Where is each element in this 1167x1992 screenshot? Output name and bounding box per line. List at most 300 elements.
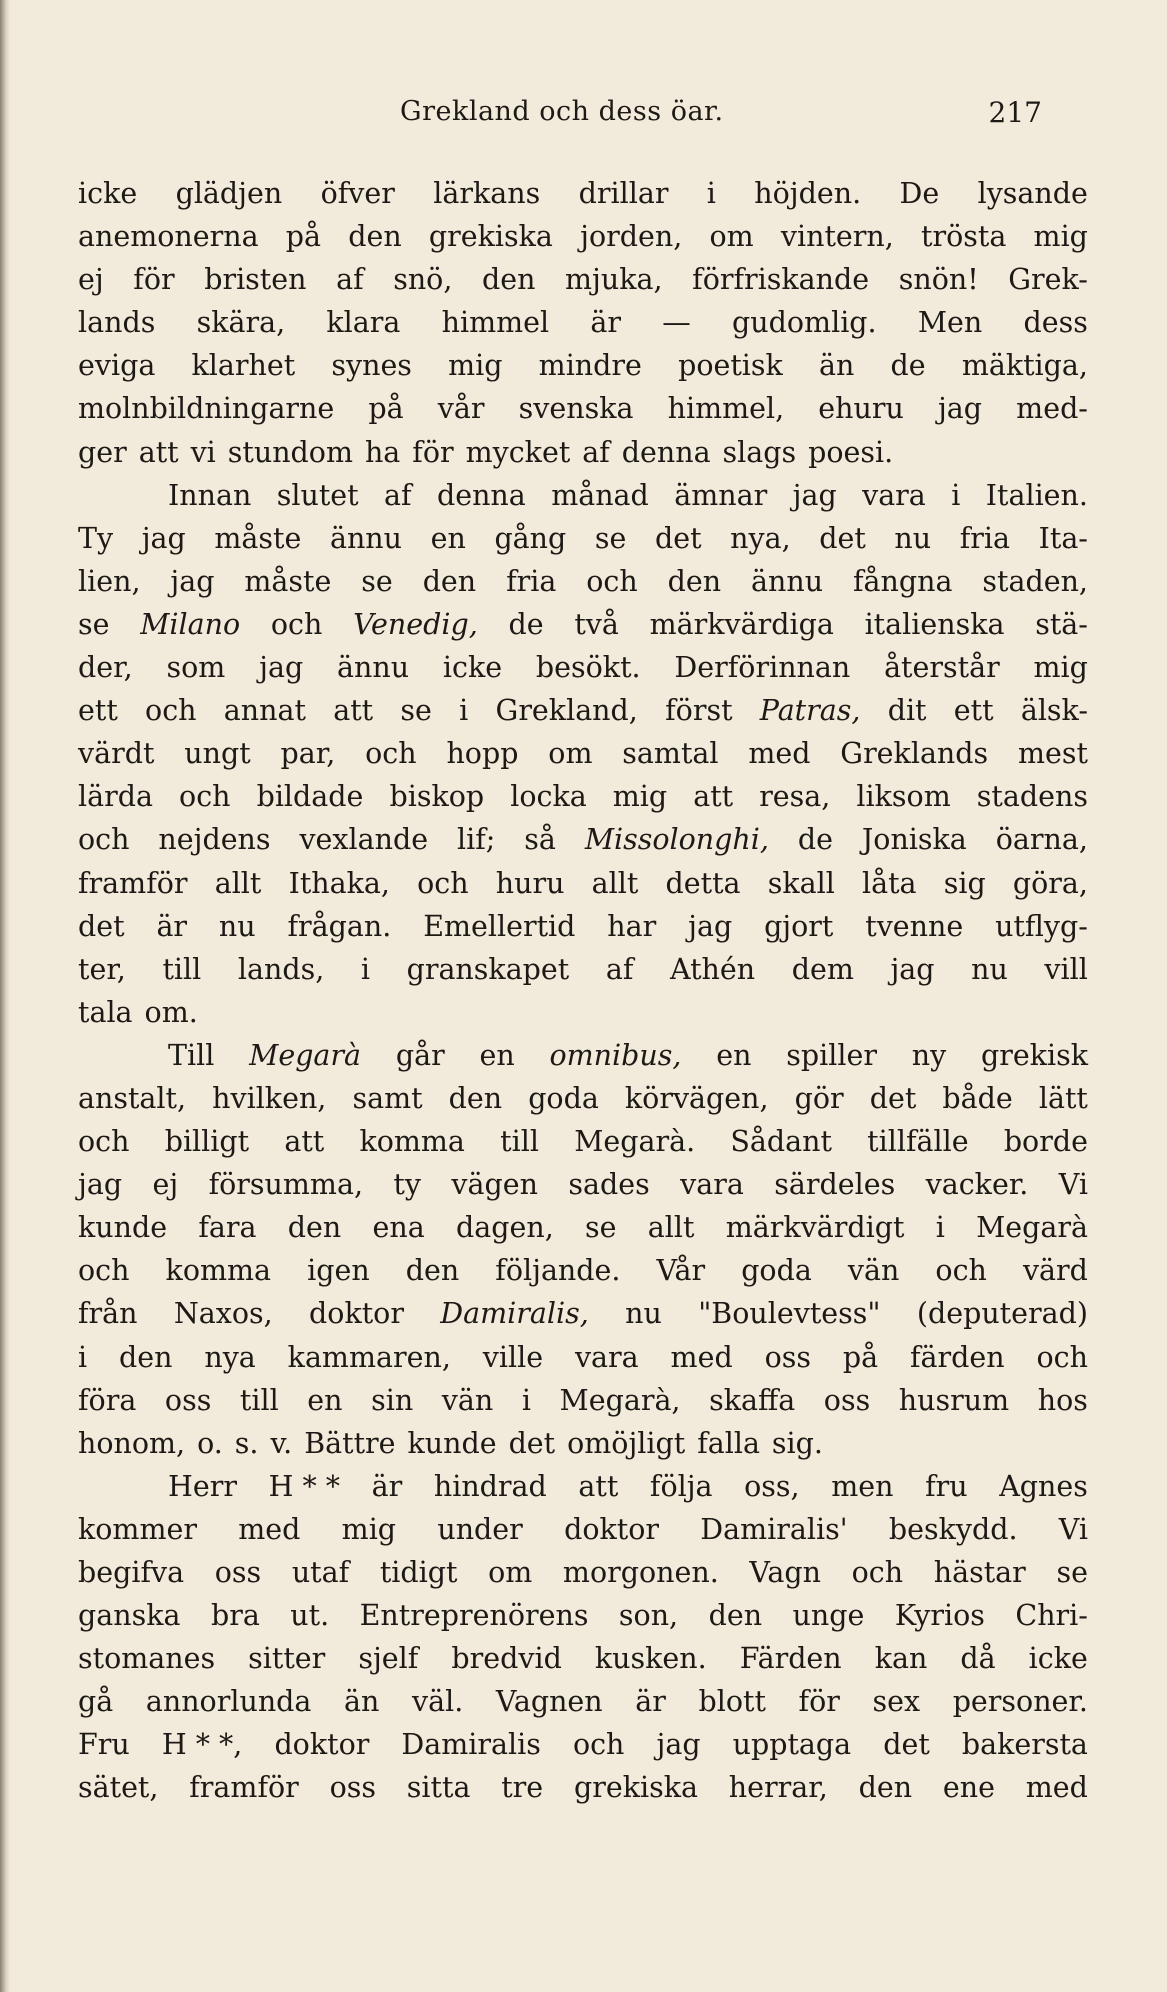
word: den <box>708 1599 763 1633</box>
word: och <box>78 823 130 857</box>
text-line <box>78 1292 1088 1335</box>
word: oss <box>329 1771 376 1805</box>
body-text <box>78 172 1088 1810</box>
word: skaffa <box>709 1383 796 1417</box>
text-line <box>78 1120 1088 1163</box>
page-number: 217 <box>988 96 1042 129</box>
word: mig <box>448 349 503 383</box>
word: för <box>133 263 175 297</box>
word: liksom <box>856 780 951 814</box>
word: lien, <box>78 564 141 598</box>
word: icke <box>1028 1642 1088 1676</box>
word: unge <box>792 1599 865 1633</box>
word: den <box>422 564 477 598</box>
word: och <box>179 780 231 814</box>
word: grekisk <box>980 1038 1088 1072</box>
word: Megarà. <box>574 1125 696 1159</box>
word: se <box>361 564 393 598</box>
word: ville <box>482 1340 544 1374</box>
word: annat <box>223 694 306 728</box>
word: staden, <box>982 564 1088 598</box>
word: att <box>138 435 179 469</box>
word: Emellertid <box>423 909 576 943</box>
word: Vår <box>656 1254 706 1288</box>
word: biskop <box>389 780 485 814</box>
word: honom, <box>78 1426 186 1460</box>
word: Vagnen <box>495 1685 603 1719</box>
word: de <box>508 607 544 641</box>
word: i <box>951 478 961 512</box>
word: allt <box>214 866 262 900</box>
word: ett <box>953 694 994 728</box>
word: af <box>582 435 610 469</box>
word: mig <box>612 780 668 814</box>
word: nya <box>204 1340 256 1374</box>
text-line <box>78 387 1088 430</box>
word: upptaga <box>732 1728 852 1762</box>
word: mycket <box>465 435 571 469</box>
word: kommer <box>78 1512 197 1546</box>
word: att <box>693 780 734 814</box>
word: sig. <box>771 1426 823 1460</box>
text-line <box>78 1379 1088 1422</box>
word: locka <box>510 780 587 814</box>
word: och <box>78 1125 130 1159</box>
word: nu <box>971 952 1008 986</box>
word: Megarà, <box>559 1383 681 1417</box>
word: värd <box>1022 1254 1088 1288</box>
word: förfriskande <box>692 263 870 297</box>
word: ett <box>78 694 118 728</box>
word: gör <box>794 1081 844 1115</box>
word: oss <box>823 1383 871 1417</box>
text-line <box>78 560 1088 603</box>
text-line <box>78 775 1088 818</box>
text-line <box>78 948 1088 991</box>
word: som <box>166 651 226 685</box>
word: Milano <box>140 607 241 641</box>
word: oss, <box>744 1469 800 1503</box>
word: mäktiga, <box>961 349 1088 383</box>
word: Vi <box>1058 1512 1088 1546</box>
word: med <box>1025 1771 1088 1805</box>
word: omöjligt <box>567 1426 686 1460</box>
word: bra <box>210 1599 260 1633</box>
word: låta <box>862 866 917 900</box>
word: jag <box>656 1728 701 1762</box>
word: med <box>670 1340 733 1374</box>
word: bakersta <box>961 1728 1088 1762</box>
word: dem <box>791 952 854 986</box>
word: fångna <box>852 564 953 598</box>
word: dess <box>1023 306 1088 340</box>
word: blott <box>698 1685 766 1719</box>
word: den <box>858 1771 913 1805</box>
text-line <box>78 1077 1088 1120</box>
word: hvilken, <box>212 1081 327 1115</box>
word: särdeles <box>774 1168 896 1202</box>
word: i <box>706 177 716 210</box>
word: och <box>1036 1340 1088 1374</box>
word: för <box>798 1685 840 1719</box>
text-line <box>78 1422 1088 1465</box>
word: tre <box>501 1771 544 1805</box>
word: är <box>635 1685 666 1719</box>
word: då <box>960 1642 996 1676</box>
word: gå <box>78 1685 114 1719</box>
word: ämnar <box>674 478 768 512</box>
word: den <box>119 1340 173 1374</box>
word: bildade <box>256 780 364 814</box>
word: Ithaka, <box>288 866 390 900</box>
word: Derförinnan <box>674 651 851 685</box>
word: och <box>145 694 197 728</box>
word: par, <box>280 737 336 771</box>
word: igen <box>307 1254 370 1288</box>
word: Men <box>917 306 983 340</box>
word: kammaren, <box>287 1340 451 1374</box>
word: stadens <box>976 780 1088 814</box>
word: kan <box>874 1642 928 1676</box>
word: se <box>78 607 110 641</box>
text-line <box>78 1723 1088 1766</box>
text-line <box>78 1637 1088 1680</box>
word: utaf <box>291 1556 350 1589</box>
word: billigt <box>164 1125 250 1159</box>
word: ha <box>364 435 401 469</box>
text-line <box>78 1766 1088 1809</box>
word: oss <box>214 1556 262 1589</box>
word: Ty <box>78 521 114 555</box>
word: vän <box>441 1383 494 1417</box>
word: och <box>417 866 469 900</box>
word: och <box>586 564 638 598</box>
word: än <box>344 1685 380 1719</box>
word: sjelf <box>358 1642 419 1676</box>
word: den <box>348 220 402 254</box>
word: är <box>371 1469 403 1503</box>
word: på <box>842 1340 879 1374</box>
word: vår <box>437 392 485 426</box>
word: fria <box>506 564 557 598</box>
word: den <box>481 263 536 297</box>
word: och <box>572 1728 625 1762</box>
word: stomanes <box>78 1642 216 1676</box>
word: först <box>665 694 733 728</box>
text-line <box>78 862 1088 905</box>
word: sex <box>872 1685 921 1719</box>
word: gång <box>494 521 567 555</box>
word: försumma, <box>208 1168 364 1202</box>
word: på <box>368 392 404 426</box>
word: Megarà <box>249 1038 362 1072</box>
word: till <box>500 1125 539 1159</box>
word: Entreprenörens <box>359 1599 589 1633</box>
word: fru <box>925 1469 968 1503</box>
word: ter, <box>78 952 126 986</box>
word: Agnes <box>999 1469 1088 1503</box>
word: himmel, <box>667 392 785 426</box>
word: det <box>78 909 125 943</box>
word: sig <box>943 866 986 900</box>
word: nu <box>625 1297 662 1331</box>
word: lätt <box>1038 1081 1088 1115</box>
word: himmel <box>441 306 550 340</box>
word: mest <box>1017 737 1088 771</box>
text-line <box>78 991 1088 1034</box>
word: med <box>748 737 811 771</box>
word: af <box>384 478 412 512</box>
word: jag <box>792 478 837 512</box>
word: se <box>400 694 432 728</box>
word: eviga <box>78 349 156 383</box>
word: göra, <box>1012 866 1088 900</box>
word: kusken. <box>594 1642 707 1676</box>
word: goda <box>741 1254 812 1288</box>
word: Greklands <box>840 737 989 771</box>
word: öarna, <box>995 823 1088 857</box>
text-line <box>78 1465 1088 1508</box>
word: i <box>521 1383 531 1417</box>
word: Grek- <box>1008 263 1088 297</box>
word: begifva <box>78 1556 185 1589</box>
word: det <box>654 521 702 555</box>
word: skära, <box>196 306 286 340</box>
word: den <box>667 564 722 598</box>
word: den <box>287 1211 342 1245</box>
word: herrar, <box>728 1771 828 1805</box>
word: H * * <box>268 1469 341 1503</box>
word: går <box>395 1038 445 1072</box>
word: lysande <box>977 177 1088 210</box>
word: beskydd. <box>888 1512 1018 1546</box>
word: två <box>574 607 619 641</box>
word: från <box>78 1297 138 1331</box>
word: och <box>270 607 323 641</box>
word: denna <box>436 478 526 512</box>
word: framför <box>78 866 188 900</box>
word: oss <box>164 1383 212 1417</box>
word: med- <box>1016 392 1088 426</box>
word: Italien. <box>985 478 1088 512</box>
word: anstalt, <box>78 1081 187 1115</box>
word: tillfälle <box>867 1125 969 1159</box>
word: vacker. <box>925 1168 1029 1202</box>
word: De <box>899 177 940 210</box>
word: Damiralis <box>401 1728 541 1762</box>
word: svenska <box>518 392 634 426</box>
word: lands, <box>237 952 325 986</box>
word: Damiralis' <box>700 1512 848 1546</box>
word: en <box>716 1038 752 1072</box>
word: och <box>365 737 417 771</box>
word: sätet, <box>78 1771 159 1805</box>
word: månad <box>551 478 649 512</box>
text-line <box>78 215 1088 258</box>
word: föra <box>78 1383 137 1417</box>
word: komma <box>359 1125 465 1159</box>
word: om <box>488 1556 533 1589</box>
word: jag <box>688 909 733 943</box>
running-head: Grekland och dess öar. <box>400 96 724 127</box>
word: ej <box>152 1168 179 1202</box>
word: både <box>942 1081 1013 1115</box>
word: dagen, <box>456 1211 554 1245</box>
word: för <box>412 435 454 469</box>
word: doktor <box>274 1728 370 1762</box>
word: de <box>797 823 833 857</box>
word: grekiska <box>573 1771 698 1805</box>
word: "Boulevtess" <box>698 1297 881 1331</box>
word: mig <box>1033 651 1088 685</box>
word: stundom <box>227 435 353 469</box>
word: Missolonghi, <box>584 823 769 857</box>
word: märkvärdiga <box>649 607 834 641</box>
word: med <box>238 1512 301 1546</box>
word: Kyrios <box>894 1599 985 1633</box>
word: det <box>883 1728 930 1762</box>
word: och <box>851 1556 904 1589</box>
word: Joniska <box>861 823 967 857</box>
word: grekiska <box>428 220 553 254</box>
word: drillar <box>578 177 669 210</box>
word: mjuka, <box>565 263 663 297</box>
word: hindrad <box>433 1469 547 1503</box>
word: ty <box>393 1168 421 1202</box>
word: dit <box>887 694 927 728</box>
word: om <box>709 220 754 254</box>
page-binding-edge <box>0 0 10 1992</box>
word: så <box>524 823 556 857</box>
word: s. <box>234 1426 259 1460</box>
word: till <box>239 1383 279 1417</box>
word: ännu <box>329 521 403 555</box>
word: den <box>405 1254 460 1288</box>
word: utflyg- <box>995 909 1088 943</box>
word: o. <box>197 1426 223 1460</box>
word: sin <box>371 1383 414 1417</box>
word: vara <box>862 478 926 512</box>
word: ej <box>78 263 104 297</box>
word: Vi <box>1058 1168 1088 1202</box>
text-line <box>78 172 1088 215</box>
word: hästar <box>933 1556 1026 1589</box>
word: se <box>585 1211 617 1245</box>
word: kunde <box>407 1426 497 1460</box>
word: vän <box>847 1254 900 1288</box>
text-line <box>78 603 1088 646</box>
word: trösta <box>921 220 1007 254</box>
word: en <box>307 1383 343 1417</box>
word: — <box>662 306 691 340</box>
word: Athén <box>669 952 756 986</box>
word: märkvärdigt <box>725 1211 905 1245</box>
word: de <box>890 349 926 383</box>
text-line <box>78 818 1088 861</box>
word: son, <box>618 1599 679 1633</box>
text-line <box>78 431 1088 474</box>
word: doktor <box>564 1512 659 1546</box>
word: lärda <box>78 780 153 814</box>
word: falla <box>697 1426 760 1460</box>
word: om <box>548 737 593 771</box>
word: återstår <box>884 651 1000 685</box>
word: i <box>459 694 469 728</box>
word: en <box>430 521 466 555</box>
word: icke <box>78 177 138 210</box>
word: borde <box>1003 1125 1088 1159</box>
word: nejdens <box>158 823 271 857</box>
word: jag <box>937 392 983 426</box>
word: vara <box>574 1340 639 1374</box>
word: än <box>818 349 855 383</box>
word: ut. <box>290 1599 330 1633</box>
word: ger <box>78 435 127 469</box>
text-line <box>78 689 1088 732</box>
word: Till <box>168 1038 215 1072</box>
word: der, <box>78 651 133 685</box>
word: lif; <box>456 823 496 857</box>
word: Patras, <box>759 694 861 728</box>
word: se <box>594 521 627 555</box>
word: ännu <box>751 564 824 598</box>
word: nya, <box>730 521 791 555</box>
word: stä- <box>1035 607 1088 641</box>
text-line <box>78 646 1088 689</box>
word: molnbildningarne <box>78 392 335 426</box>
word: fria <box>959 521 1011 555</box>
word: nu <box>218 909 256 943</box>
word: måste <box>214 521 302 555</box>
word: denna <box>621 435 711 469</box>
word: Sådant <box>730 1125 832 1159</box>
word: annorlunda <box>145 1685 312 1719</box>
word: är <box>590 306 622 340</box>
word: ny <box>911 1038 947 1072</box>
word: i <box>360 952 370 986</box>
word: Fru <box>78 1728 130 1762</box>
word: husrum <box>898 1383 1010 1417</box>
text-line <box>78 1594 1088 1637</box>
word: den <box>448 1081 503 1115</box>
word: vi <box>190 435 216 469</box>
word: hos <box>1037 1383 1088 1417</box>
word: sitter <box>248 1642 326 1676</box>
word: Bättre <box>304 1426 396 1460</box>
word: synes <box>331 349 412 383</box>
word: doktor <box>309 1297 404 1331</box>
word: tidigt <box>379 1556 458 1589</box>
word: Grekland, <box>495 694 638 728</box>
word: goda <box>528 1081 599 1115</box>
word: i <box>78 1340 88 1374</box>
word: jag <box>170 564 215 598</box>
word: mig <box>341 1512 397 1546</box>
text-line <box>78 1551 1088 1594</box>
word: ganska <box>78 1599 181 1633</box>
word: klarhet <box>191 349 296 383</box>
word: snö, <box>393 263 453 297</box>
word: nu <box>894 521 932 555</box>
word: och <box>78 1254 130 1288</box>
word: allt <box>647 1211 695 1245</box>
word: personer. <box>952 1685 1088 1719</box>
word: Naxos, <box>173 1297 273 1331</box>
word: bristen <box>204 263 307 297</box>
text-line <box>78 344 1088 387</box>
word: Vagn <box>749 1556 821 1589</box>
word: Herr <box>168 1469 237 1503</box>
